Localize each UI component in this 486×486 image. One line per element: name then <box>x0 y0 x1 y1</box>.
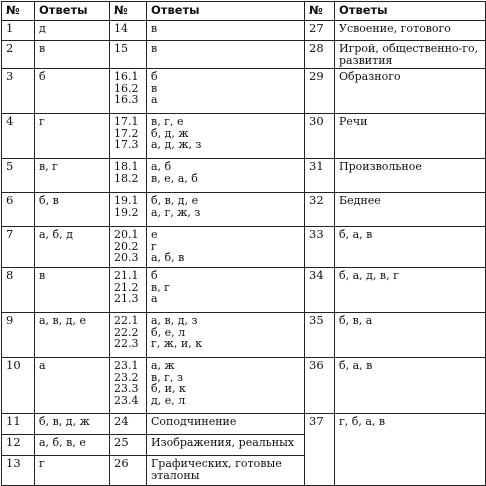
row-answer: б <box>35 69 110 114</box>
row-answer: г <box>35 114 110 159</box>
subquestion-number: 16.3 <box>114 93 139 106</box>
subquestion-number: 17.2 <box>114 126 139 140</box>
row-answer: б, в, д, ж <box>35 414 110 435</box>
subquestion-answer: а <box>151 93 158 106</box>
subquestion-number: 14 <box>114 22 128 35</box>
subquestion-answer: а, г, ж, з <box>151 205 201 219</box>
subquestion-number: 23.1 <box>114 359 139 372</box>
header-number-2: № <box>110 2 147 21</box>
table-row <box>2 313 486 358</box>
question-number: 29 <box>305 69 335 114</box>
question-answer: б, а, в <box>335 227 486 268</box>
subquestion-number: 17.1 <box>114 115 139 128</box>
table-row <box>2 114 486 159</box>
subquestion-number: 15 <box>114 42 128 55</box>
table-row <box>2 268 486 313</box>
row-answer: а, в, д, е <box>35 313 110 358</box>
subquestion-answer: б <box>151 70 158 83</box>
subquestion-number: 19.1 <box>114 194 139 207</box>
subquestion-number: 16.1 <box>114 70 139 83</box>
subquestion-answers <box>147 313 305 358</box>
subquestion-numbers <box>110 41 147 69</box>
row-number: 5 <box>2 159 35 193</box>
question-number: 35 <box>305 313 335 358</box>
row-answer: в <box>35 41 110 69</box>
subquestion-answers <box>147 69 305 114</box>
table-row <box>2 159 486 193</box>
row-answer: д <box>35 21 110 41</box>
subquestion-number: 18.2 <box>114 171 139 185</box>
row-number: 10 <box>2 358 35 414</box>
subquestion-number: 23.3 <box>114 382 139 395</box>
row-number: 4 <box>2 114 35 159</box>
subquestion-number: 22.1 <box>114 314 139 327</box>
subquestion-answer: б, е, л <box>151 325 186 339</box>
table-row <box>2 193 486 227</box>
subquestion-numbers <box>110 21 147 41</box>
subquestion-answer: г <box>151 239 157 253</box>
question-answer: Речи <box>335 114 486 159</box>
question-number: 32 <box>305 193 335 227</box>
row-answer: в, г <box>35 159 110 193</box>
subquestion-number: 20.2 <box>114 239 139 253</box>
subquestion-numbers <box>110 313 147 358</box>
question-answer: б, в, а <box>335 313 486 358</box>
subquestion-answers <box>147 268 305 313</box>
subquestion-answers <box>147 193 305 227</box>
question-number: 36 <box>305 358 335 414</box>
table-row <box>2 21 486 41</box>
subquestion-answer: а, в, д, з <box>151 314 198 327</box>
row-number: 6 <box>2 193 35 227</box>
row-answer: б, в <box>35 193 110 227</box>
question-answer: Усвоение, готового <box>335 21 486 41</box>
question-number: 34 <box>305 268 335 313</box>
header-answers-3: Ответы <box>335 2 486 21</box>
subquestion-answers <box>147 41 305 69</box>
subquestion-answer: г, ж, и, к <box>151 337 203 350</box>
subquestion-number: 23.2 <box>114 370 139 384</box>
subquestion-answer: Соподчинение <box>147 414 305 435</box>
question-number: 28 <box>305 41 335 69</box>
subquestion-answer: а <box>151 292 158 305</box>
subquestion-number: 26 <box>110 456 147 486</box>
row-number: 7 <box>2 227 35 268</box>
row-number: 8 <box>2 268 35 313</box>
subquestion-number: 22.2 <box>114 325 139 339</box>
row-number: 9 <box>2 313 35 358</box>
subquestion-numbers <box>110 193 147 227</box>
subquestion-number: 21.3 <box>114 292 139 305</box>
subquestion-numbers <box>110 159 147 193</box>
subquestion-numbers <box>110 268 147 313</box>
subquestion-number: 17.3 <box>114 138 139 151</box>
subquestion-number: 20.3 <box>114 251 139 264</box>
subquestion-answer: а, д, ж, з <box>151 138 202 151</box>
question-number: 30 <box>305 114 335 159</box>
question-answer: Образного <box>335 69 486 114</box>
subquestion-number: 19.2 <box>114 205 139 219</box>
subquestion-answer: б, в, д, е <box>151 194 199 207</box>
subquestion-number: 25 <box>110 435 147 456</box>
subquestion-answer: б <box>151 269 158 282</box>
subquestion-answers <box>147 358 305 414</box>
header-number-1: № <box>2 2 35 21</box>
subquestion-answer: в, г, е <box>151 115 184 128</box>
subquestion-answer: а, б <box>151 160 172 173</box>
question-answer: Произвольное <box>335 159 486 193</box>
row-answer: в <box>35 268 110 313</box>
header-answers-2: Ответы <box>147 2 305 21</box>
subquestion-answer: в, г <box>151 280 170 294</box>
subquestion-numbers <box>110 358 147 414</box>
table-row <box>2 41 486 69</box>
header-number-3: № <box>305 2 335 21</box>
subquestion-number: 16.2 <box>114 81 139 95</box>
question-number: 33 <box>305 227 335 268</box>
question-answer: б, а, в <box>335 358 486 414</box>
row-answer: г <box>35 456 110 486</box>
question-answer-37: г, б, а, в <box>335 414 486 486</box>
subquestion-number: 21.2 <box>114 280 139 294</box>
row-number: 3 <box>2 69 35 114</box>
row-answer: а <box>35 358 110 414</box>
subquestion-numbers <box>110 114 147 159</box>
subquestion-answer: Графических, готовые эталоны <box>147 456 305 486</box>
subquestion-answers <box>147 227 305 268</box>
subquestion-answer: в <box>151 22 158 35</box>
subquestion-number: 23.4 <box>114 393 139 407</box>
table-row <box>2 69 486 114</box>
header-answers-1: Ответы <box>35 2 110 21</box>
subquestion-answer: Изображения, реальных <box>147 435 305 456</box>
subquestion-answer: а, б, в <box>151 251 185 264</box>
subquestion-number: 20.1 <box>114 228 139 241</box>
table-row <box>2 227 486 268</box>
row-number: 12 <box>2 435 35 456</box>
subquestion-answer: в, г, з <box>151 370 183 384</box>
question-answer: Игрой, общественно-го, развития <box>335 41 486 69</box>
subquestion-numbers <box>110 227 147 268</box>
question-number: 31 <box>305 159 335 193</box>
subquestion-answers <box>147 159 305 193</box>
row-number: 1 <box>2 21 35 41</box>
subquestion-answer: в, е, а, б <box>151 171 198 185</box>
table-row <box>2 414 486 435</box>
row-number: 2 <box>2 41 35 69</box>
header-row <box>2 2 486 21</box>
subquestion-answer: б, д, ж <box>151 126 189 140</box>
subquestion-answer: а, ж <box>151 359 175 372</box>
subquestion-answers <box>147 21 305 41</box>
subquestion-number: 18.1 <box>114 160 139 173</box>
subquestion-number: 21.1 <box>114 269 139 282</box>
row-answer: а, б, в, е <box>35 435 110 456</box>
question-number-37: 37 <box>305 414 335 486</box>
subquestion-number: 22.3 <box>114 337 139 350</box>
row-answer: а, б, д <box>35 227 110 268</box>
question-answer: Беднее <box>335 193 486 227</box>
subquestion-answer: в <box>151 81 158 95</box>
question-number: 27 <box>305 21 335 41</box>
subquestion-numbers <box>110 69 147 114</box>
subquestion-answer: б, и, к <box>151 382 186 395</box>
row-number: 11 <box>2 414 35 435</box>
question-answer: б, а, д, в, г <box>335 268 486 313</box>
subquestion-answers <box>147 114 305 159</box>
subquestion-answer: е <box>151 228 158 241</box>
subquestion-answer: в <box>151 42 158 55</box>
row-number: 13 <box>2 456 35 486</box>
subquestion-answer: д, е, л <box>151 393 186 407</box>
subquestion-number: 24 <box>110 414 147 435</box>
answers-table <box>1 1 486 486</box>
table-row <box>2 358 486 414</box>
